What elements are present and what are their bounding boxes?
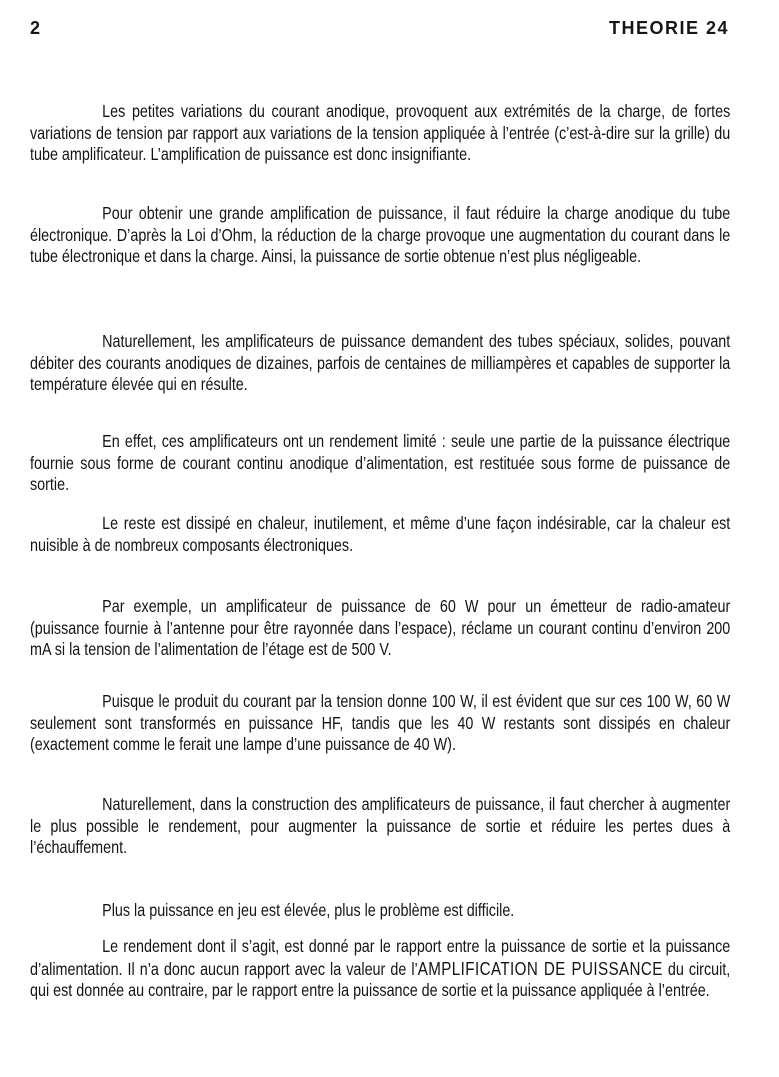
page-number: 2 — [30, 18, 41, 38]
paragraph-last — [30, 936, 730, 1002]
paragraph: Par exemple, un amplificateur de puissance de 60 W pour un émetteur de radio-amateur (puissance fournie à l’antenne pour être rayonnée dans l’espace), réclame un courant continu d’environ 200 mA si la tension de l’alimentation de l’étage est de 500 V. — [30, 596, 731, 660]
emphasis-text: AMPLIFICATION DE PUISSANCE — [417, 957, 663, 979]
paragraph: Naturellement, les amplificateurs de puissance demandent des tubes spéciaux, solides, pouvant débiter des courants anodiques de dizaines, parfois de centaines de milliampères et capables de supporter la température élevée qui en résulte. — [30, 331, 731, 395]
paragraph-text: Le rendement dont il s’agit, est donné par le rapport entre la puissance de sortie et la puissance d’alimentation. Il n’a donc aucun rapport avec la valeur de l’ — [30, 936, 731, 979]
paragraph: Pour obtenir une grande amplification de puissance, il faut réduire la charge anodique du tube électronique. D’après la Loi d’Ohm, la réduction de la charge provoque une augmentation du courant dans le tube électronique et dans la charge. Ainsi, la puissance de sortie obtenue n’est plus négligeable. — [30, 203, 731, 267]
paragraph: Le reste est dissipé en chaleur, inutilement, et même d’une façon indésirable, car la chaleur est nuisible à de nombreux composants électroniques. — [30, 513, 731, 555]
paragraph: En effet, ces amplificateurs ont un rendement limité : seule une partie de la puissance électrique fournie sous forme de courant continu anodique d’alimentation, est restituée sous forme de puissance de sortie. — [30, 431, 731, 495]
paragraph: Les petites variations du courant anodique, provoquent aux extrémités de la charge, de fortes variations de tension par rapport aux variations de la tension appliquée à l’entrée (c’est-à-dire sur la grille) du tube amplificateur. L’amplification de puissance est donc insignifiante. — [30, 101, 731, 165]
paragraph: Plus la puissance en jeu est élevée, plus le problème est difficile. — [102, 900, 515, 920]
running-title: THEORIE 24 — [608, 18, 729, 38]
paragraph: Puisque le produit du courant par la tension donne 100 W, il est évident que sur ces 100 W, 60 W seulement sont transformés en puissance HF, tandis que les 40 W restants sont dissipés en chaleur (exactement comme le ferait une lampe d’une puissance de 40 W). — [30, 691, 731, 755]
paragraph: Naturellement, dans la construction des amplificateurs de puissance, il faut chercher à augmenter le plus possible le rendement, pour augmenter la puissance de sortie et réduire les pertes dues à l’échauffement. — [30, 794, 731, 858]
paragraph-text: du circuit, qui est donnée au contraire, par le rapport entre la puissance de sortie et la puissance appliquée à l’entrée. — [30, 958, 731, 1001]
